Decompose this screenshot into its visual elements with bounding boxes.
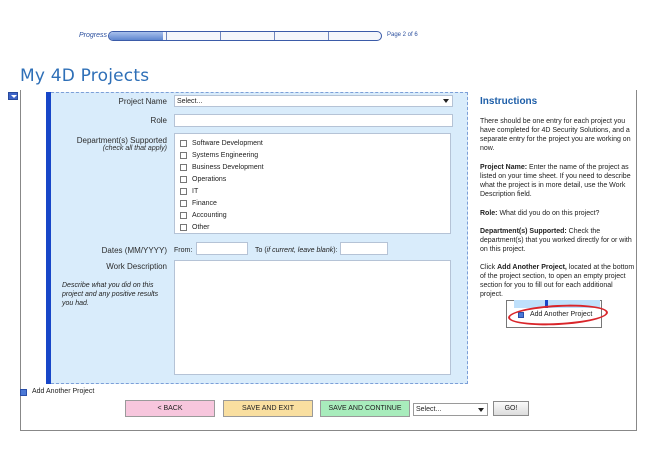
progress-tick (328, 32, 329, 40)
work-description-textarea[interactable] (174, 260, 451, 375)
from-label: From: (174, 247, 193, 254)
checkbox[interactable] (180, 224, 187, 231)
department-item[interactable] (180, 138, 263, 148)
project-name-select[interactable] (174, 95, 453, 107)
work-description-hint: Describe what you did on this project and any positive results you had. (62, 282, 159, 307)
date-from-input[interactable] (196, 242, 248, 255)
department-item[interactable] (180, 150, 258, 160)
department-label: Accounting (192, 211, 227, 219)
work-description-label: Work Description (106, 262, 167, 271)
checkbox[interactable] (180, 212, 187, 219)
departments-hint: (check all that apply) (102, 145, 167, 152)
save-and-exit-button[interactable]: SAVE AND EXIT (223, 400, 313, 417)
go-button[interactable]: GO! (493, 401, 529, 416)
instructions-project-name: Project Name: Enter the name of the project as listed on your time sheet. If you need to describe what the project is in more detail, use the Work Description field. (480, 164, 631, 198)
department-item[interactable] (180, 186, 198, 196)
instructions-departments: Department(s) Supported: Check the department(s) that you worked directly for or with on this project. (480, 228, 632, 253)
department-item[interactable] (180, 198, 217, 208)
checkbox[interactable] (180, 140, 187, 147)
page-nav-select-value: Select... (416, 406, 442, 413)
progress-tick (166, 32, 167, 40)
checkbox[interactable] (180, 152, 187, 159)
checkbox[interactable] (180, 164, 187, 171)
chevron-down-icon (443, 99, 449, 103)
department-label: Business Development (192, 163, 264, 171)
department-label: Systems Engineering (192, 151, 259, 159)
checkbox[interactable] (180, 200, 187, 207)
sample-add-project-label: Add Another Project (530, 311, 593, 318)
departments-label: Department(s) Supported (76, 136, 167, 145)
add-another-project-link[interactable]: Add Another Project (32, 388, 95, 395)
date-to-input[interactable] (340, 242, 388, 255)
instructions-role: Role: What did you do on this project? (480, 210, 600, 217)
department-item[interactable] (180, 210, 227, 220)
departments-list (174, 133, 451, 234)
checkbox[interactable] (180, 188, 187, 195)
collapse-section-icon[interactable] (8, 92, 18, 100)
to-label: To (if current, leave blank): (255, 247, 338, 254)
chevron-down-icon (478, 408, 484, 412)
department-label: Software Development (192, 139, 263, 147)
instructions-add-project: Click Add Another Project, located at the bottom of the project section, to open an empty project section for you to fill out for each additional project. (480, 264, 635, 298)
department-item[interactable] (180, 222, 210, 232)
department-label: Finance (192, 199, 217, 207)
page-nav-select[interactable] (413, 403, 488, 416)
department-label: IT (192, 187, 199, 195)
department-item[interactable] (180, 162, 264, 172)
progress-bar (108, 31, 382, 41)
progress-page-indicator: Page 2 of 6 (387, 32, 418, 38)
save-and-continue-button[interactable]: SAVE AND CONTINUE (320, 400, 410, 417)
progress-tick (220, 32, 221, 40)
role-label: Role (150, 116, 167, 125)
dates-label: Dates (MM/YYYY) (101, 246, 167, 255)
page-title: My 4D Projects (20, 66, 150, 86)
role-input[interactable] (174, 114, 453, 127)
progress-fill (109, 32, 163, 40)
project-name-label: Project Name (118, 97, 167, 106)
checkbox[interactable] (180, 176, 187, 183)
progress-label: Progress (79, 32, 108, 39)
instructions-title: Instructions (480, 96, 538, 107)
back-button[interactable]: < BACK (125, 400, 215, 417)
department-label: Other (192, 223, 210, 231)
progress-tick (274, 32, 275, 40)
instructions-intro: There should be one entry for each project you have completed for 4D Security Solutions, and a separate entry for the project you are working on now. (480, 118, 631, 152)
department-item[interactable] (180, 174, 226, 184)
department-label: Operations (192, 175, 227, 183)
project-name-select-value: Select... (177, 98, 203, 105)
plus-icon[interactable] (20, 389, 27, 396)
